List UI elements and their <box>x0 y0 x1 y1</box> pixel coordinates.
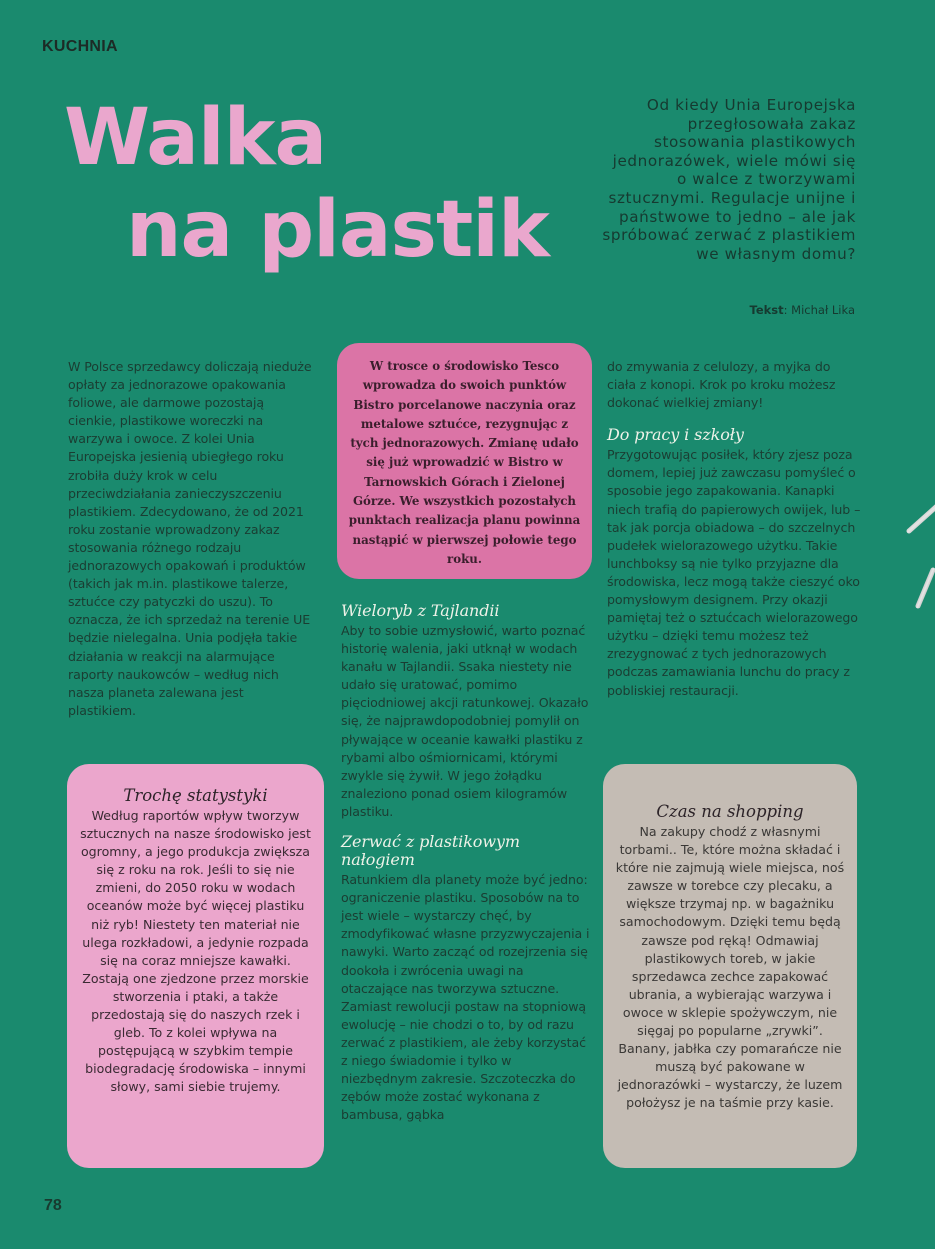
headline-line-1: Walka <box>64 93 327 183</box>
column-1 <box>68 358 314 720</box>
page-number: 78 <box>44 1197 62 1214</box>
lead-paragraph: Od kiedy Unia Europejska przegłosowała zakaz stosowania plastikowych jednorazówek, wiele mówi się o walce z tworzywami sztucznymi. Regulacje unijne i państwowe to jedno – ale jak spróbować zerwać z plastikiem we własnym domu? <box>602 96 856 263</box>
subheading-work-school: Do pracy i szkoły <box>607 425 744 445</box>
byline-author: : Michał Lika <box>783 303 855 317</box>
shopping-body: Na zakupy chodź z własnymi torbami.. Te, które można składać i które nie zajmują wiele miejsca, noś zawsze w torebce czy plecaku, a większe trzymaj np. w bagażniku samochodowym. Dzięki temu będą zawsze pod ręką! Odmawiaj plastikowych toreb, w jakie sprzedawca zechce zapakować ubrania, a wybierając warzywa i owoce w sklepie spożywczym, nie sięgaj po popularne „zrywki”. Banany, jabłka czy pomarańcze nie muszą być pakowane w jednorazówki – wystarczy, że luzem położysz je na taśmie przy kasie. <box>615 824 845 1111</box>
shopping-box <box>603 764 857 1168</box>
statistics-heading: Trochę statystyki <box>123 786 268 805</box>
byline <box>750 303 855 317</box>
column-1-body: W Polsce sprzedawcy doliczają nieduże opłaty za jednorazowe opakowania foliowe, ale darmowe pozostają cienkie, plastikowe woreczki na warzywa i owoce. Z kolei Unia Europejska jesienią ubiegłego roku zrobiła duży krok w celu przeciwdziałania zanieczyszczeniu plastikiem. Zdecydowano, że od 2021 roku zostanie wprowadzony zakaz stosowania różnego rodzaju jednorazowych opakowań i produktów (takich jak m.in. plastikowe talerze, sztućce czy patyczki do uszu). To oznacza, że ich sprzedaż na terenie UE będzie nielegalna. Unia podjęła takie działania w reakcji na alarmujące raporty naukowców – według nich nasza planeta zalewana jest plastikiem. <box>68 359 312 718</box>
work-school-body: Przygotowując posiłek, który zjesz poza domem, lepiej już zawczasu pomyśleć o sposobie jego zapakowania. Kanapki niech trafią do papierowych owijek, lub – tak jak porcja obiadowa – do szczelnych pudełek wielorazowego użytku. Takie lunchboksy są nie tylko przyjazne dla środowiska, lecz mogą także cieszyć oko pomysłowym designem. Przy okazji pamiętaj też o sztućcach wielorazowego użytku – dzięki temu możesz też zrezygnować z tych jednorazowych podczas zamawiania lunchu do pracy z pobliskiej restauracji. <box>607 447 861 698</box>
column-3 <box>607 358 862 700</box>
tesco-callout-text: W trosce o środowisko Tesco wprowadza do swoich punktów Bistro porcelanowe naczynia oraz metalowe sztućce, rezygnując z tych jednorazowych. Zmianę udało się już wprowadzić w Bistro w Tarnowskich Górach i Zielonej Górze. We wszystkich pozostałych punktach realizacja planu powinna nastąpić w pierwszej połowie tego roku. <box>348 359 581 566</box>
shopping-heading: Czas na shopping <box>656 802 804 821</box>
column-3-continuation: do zmywania z celulozy, a myjka do ciała z konopi. Krok po kroku możesz dokonać wielkiej zmiany! <box>607 359 836 411</box>
statistics-body: Według raportów wpływ tworzyw sztucznych na nasze środowisko jest ogromny, a jego produkcja zwiększa się z roku na rok. Jeśli to się nie zmieni, do 2050 roku w wodach oceanów może być więcej plastiku niż ryb! Niestety ten materiał nie ulega rozkładowi, a jedynie rozpada się na coraz mniejsze kawałki. Zostają one zjedzone przez morskie stworzenia i ptaki, a także przedostają się do naszych rzek i gleb. To z kolei wpływa na postępującą w szybkim tempie biodegradację środowiska – innymi słowy, sami siebie trujemy. <box>80 808 311 1095</box>
headline-line-2: na plastik <box>126 185 549 275</box>
subheading-quit-plastic: Zerwać z plastikowym nałogiem <box>341 832 520 870</box>
metal-cutlery-image <box>905 470 935 630</box>
column-2 <box>341 598 591 1124</box>
byline-label: Tekst <box>749 303 784 317</box>
whale-body: Aby to sobie uzmysłowić, warto poznać historię walenia, jaki utknął w wodach kanału w Tajlandii. Ssaka niestety nie udało się uratować, pomimo pięciodniowej akcji ratunkowej. Okazało się, że najprawdopodobniej pomylił on pływające w oceanie kawałki plastiku z rybami albo ośmiornicami, którymi zwykle się żywił. W jego żołądku znaleziono ponad osiem kilogramów plastiku. <box>341 623 589 819</box>
quit-plastic-body: Ratunkiem dla planety może być jedno: ograniczenie plastiku. Sposobów na to jest wiele – wystarczy chęć, by zmodyfikować własne przyzwyczajenia i nawyki. Warto zacząć od rozejrzenia się dookoła i zwrócenia uwagi na otaczające nas tworzywa sztuczne. Zamiast rewolucji postaw na stopniową ewolucję – nie chodzi o to, by od razu zerwać z plastikiem, ale żeby korzystać z niego świadomie i tylko w niezbędnym zakresie. Szczoteczka do zębów może zostać wykonana z bambusa, gąbka <box>341 872 590 1123</box>
section-label: KUCHNIA <box>42 38 118 55</box>
tesco-callout-box <box>337 343 592 579</box>
subheading-whale: Wieloryb z Tajlandii <box>341 601 500 620</box>
statistics-box <box>67 764 324 1168</box>
headline <box>64 92 549 276</box>
